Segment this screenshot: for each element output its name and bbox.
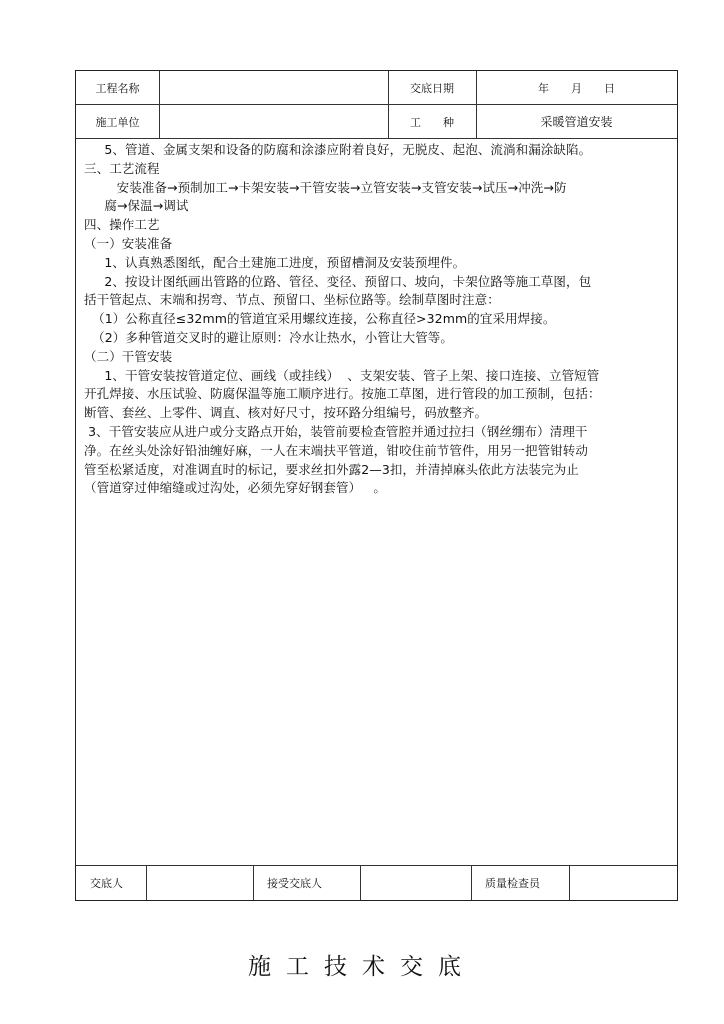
- content-line: 断管、套丝、上零件、调直、核对好尺寸，按环路分组编号，码放整齐。: [84, 405, 488, 421]
- signature-row: [76, 865, 677, 900]
- content-line: 管至松紧适度，对准调直时的标记，要求丝扣外露2—3扣，并清掉麻头依此方法装完为止: [84, 461, 579, 477]
- project-name-label: 工程名称: [95, 81, 140, 95]
- project-name-value[interactable]: [159, 71, 388, 104]
- content-line: 2、按设计图纸画出管路的位路、管径、变径、预留口、坡向，卡架位路等施工草图，包: [84, 273, 592, 289]
- content-line: 括干管起点、末端和拐弯、节点、预留口、坐标位路等。绘制草图时注意：: [84, 292, 500, 308]
- quality-inspector-label: 质量检查员: [485, 877, 540, 890]
- content-line: （2）多种管道交叉时的避让原则：冷水让热水，小管让大管等。: [84, 329, 454, 345]
- receiver-signature[interactable]: [360, 866, 485, 900]
- handover-date-value[interactable]: 年 月 日: [538, 81, 615, 95]
- content-line: 三、工艺流程: [84, 160, 160, 176]
- handover-content: [84, 141, 655, 561]
- content-line: 腐→保温→调试: [84, 198, 189, 214]
- content-line: （一）安装准备: [84, 235, 173, 251]
- content-line: 1、干管安装按管道定位、画线（或挂线） 、支架安装、管子上架、接口连接、立管短管: [84, 367, 600, 383]
- content-line: 3、干管安装应从进户或分支路点开始，装管前要检查管腔并通过拉扫（钢丝绷布）清理干: [84, 423, 588, 439]
- document-title: 施工技术交底: [248, 954, 476, 980]
- construction-unit-value[interactable]: [159, 105, 388, 138]
- handover-person-label: 交底人: [90, 877, 123, 890]
- handover-form: [75, 70, 678, 901]
- content-line: 5、管道、金属支架和设备的防腐和涂漆应附着良好，无脱皮、起泡、流淌和漏涂缺陷。: [84, 142, 592, 157]
- quality-inspector-signature[interactable]: [569, 866, 691, 900]
- content-line: 安装准备→预制加工→卡架安装→干管安装→立管安装→支管安装→试压→冲洗→防: [84, 179, 567, 195]
- header-row-2: [76, 105, 677, 139]
- trade-value[interactable]: 采暖管道安装: [540, 115, 613, 129]
- content-line: （1）公称直径≤32mm的管道宜采用螺纹连接，公称直径>32mm的宜采用焊接。: [84, 311, 556, 327]
- content-line: （二）干管安装: [84, 348, 173, 364]
- content-line: 四、操作工艺: [84, 217, 160, 233]
- content-line: （管道穿过伸缩缝或过沟处，必须先穿好钢套管） 。: [84, 480, 387, 496]
- trade-label: 工 种: [410, 115, 454, 129]
- receiver-label: 接受交底人: [267, 877, 322, 890]
- construction-unit-label: 施工单位: [95, 115, 140, 129]
- header-row-1: [76, 71, 677, 105]
- handover-person-signature[interactable]: [146, 866, 267, 900]
- handover-date-label: 交底日期: [410, 81, 454, 95]
- content-line: 净。在丝头处涂好铅油缠好麻，一人在末端扶平管道，钳咬住前节管件，用另一把管钳转动: [84, 442, 589, 458]
- content-line: 开孔焊接、水压试验、防腐保温等施工顺序进行。按施工草图，进行管段的加工预制，包括：: [84, 386, 601, 402]
- content-line: 1、认真熟悉图纸，配合土建施工进度，预留槽洞及安装预埋件。: [84, 254, 466, 270]
